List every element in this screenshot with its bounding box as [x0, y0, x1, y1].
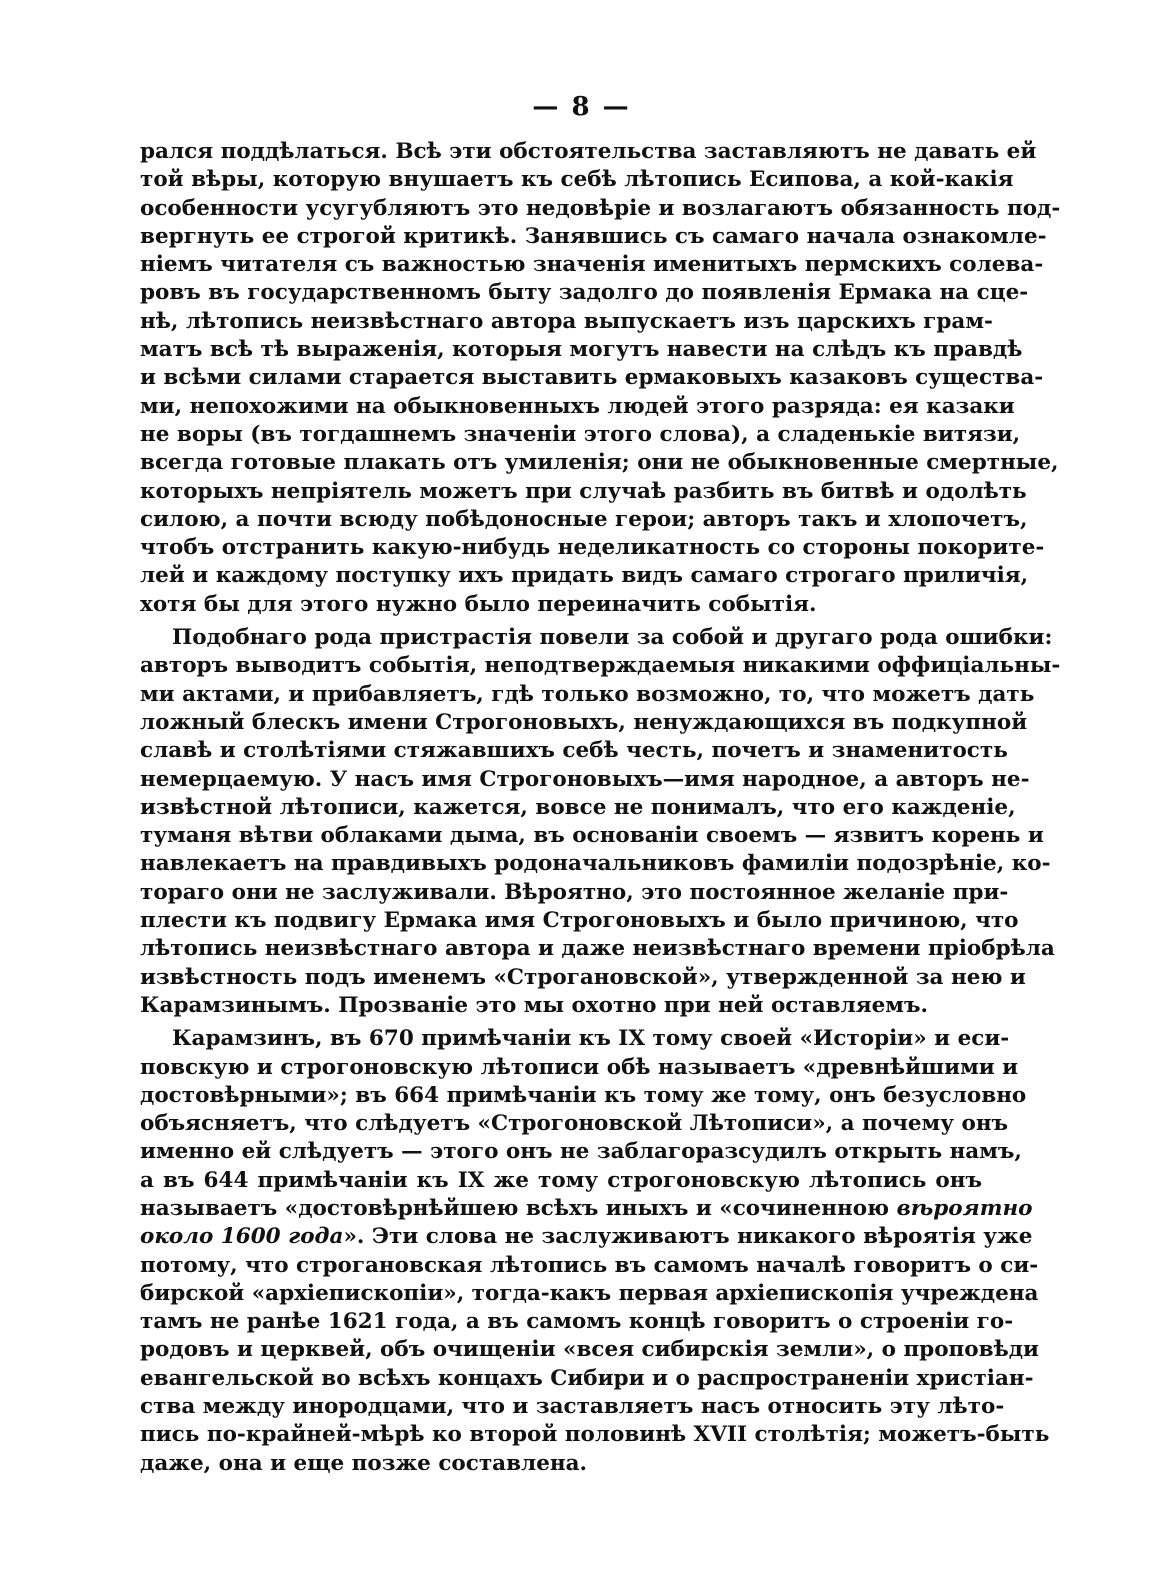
text-line: туманя вѣтви облаками дыма, въ основаніи своемъ — язвитъ корень и [140, 823, 1044, 849]
text-line: бирской «архіепископіи», тогда-какъ первая архіепископія учреждена [140, 1280, 1039, 1306]
text-line: евангельской во всѣхъ концахъ Сибири и о распространеніи христіан- [140, 1365, 1034, 1391]
text-line: тораго они не заслуживали. Вѣроятно, это постоянное желаніе при- [140, 879, 1009, 905]
text-line: славѣ и столѣтіями стяжавшихъ себѣ честь, почетъ и знаменитость [140, 738, 1008, 764]
text-line: ми актами, и прибавляетъ, гдѣ только возможно, то, что можетъ дать [140, 681, 1035, 707]
text-line: той вѣры, которую внушаетъ къ себѣ лѣтопись Есипова, а кой-какія [140, 167, 1014, 193]
text-line: хотя бы для этого нужно было переиначить событія. [140, 591, 817, 617]
text-line: силою, а почти всюду побѣдоносные герои; авторъ такъ и хлопочетъ, [140, 506, 1028, 532]
text-line: именно ей слѣдуетъ — этого онъ не заблагоразсудилъ открыть намъ, [140, 1139, 1022, 1165]
text-line: немерцаемую. У насъ имя Строгоновыхъ—имя народное, а авторъ не- [140, 766, 1030, 792]
paragraph-1 [140, 138, 1061, 619]
text-line: родовъ и церквей, объ очищеніи «всея сибирскія земли», о проповѣди [140, 1337, 1039, 1363]
text-line: авторъ выводитъ событія, неподтверждаемыя никакими оффиціальны- [140, 653, 1061, 679]
paragraph-3 [140, 1025, 1050, 1478]
text-line: объясняетъ, что слѣдуетъ «Строгоновской Лѣтописи», а почему онъ [140, 1111, 1009, 1137]
text-line: даже, она и еще позже составлена. [140, 1450, 588, 1476]
text-line: особенности усугубляютъ это недовѣріе и возлагаютъ обязанность под- [140, 195, 1061, 221]
text-line: и всѣми силами старается выставить ермаковыхъ казаковъ существа- [140, 365, 1044, 391]
text-line: достовѣрными»; въ 664 примѣчаніи къ тому же тому, онъ безусловно [140, 1082, 1027, 1108]
text-line: извѣстной лѣтописи, кажется, вовсе не понималъ, что его кажденіе, [140, 794, 1016, 820]
text-line: ніемъ читателя съ важностью значенія именитыхъ пермскихъ солева- [140, 252, 1044, 278]
text-line: которыхъ непріятель можетъ при случаѣ разбить въ битвѣ и одолѣть [140, 478, 1027, 504]
text-line: чтобъ отстранить какую-нибудь неделикатность со стороны покорите- [140, 535, 1045, 561]
text-line: около 1600 года». Эти слова не заслуживаютъ никакого вѣроятія уже [140, 1224, 1033, 1250]
text-line: ства между инородцами, что и заставляетъ насъ относить эту лѣто- [140, 1394, 1005, 1420]
text-line: плести къ подвигу Ермака имя Строгоновыхъ и было причиною, что [140, 908, 1019, 934]
text-line: ложный блескъ имени Строгоновыхъ, ненуждающихся въ подкупной [140, 709, 1028, 735]
text-line: всегда готовые плакать отъ умиленія; они не обыкновенные смертные, [140, 450, 1059, 476]
text-line: рался поддѣлаться. Всѣ эти обстоятельства заставляютъ не давать ей [140, 139, 1037, 164]
text-line: вергнуть ее строгой критикѣ. Занявшись съ самаго начала ознакомле- [140, 223, 1047, 249]
text-line: не воры (въ тогдашнемъ значеніи этого слова), а сладенькіе витязи, [140, 421, 1021, 447]
text-line: ми, непохожими на обыкновенныхъ людей этого разряда: ея казаки [140, 393, 1015, 419]
text-line: навлекаетъ на правдивыхъ родоначальниковъ фамиліи подозрѣніе, ко- [140, 851, 1051, 877]
text-line: лей и каждому поступку ихъ придать видъ самаго строгаго приличія, [140, 563, 1029, 589]
italic-text: около 1600 года [140, 1224, 344, 1250]
text-line: Подобнаго рода пристрастія повели за собой и другаго рода ошибки: [172, 625, 1053, 651]
text-line: лѣтопись неизвѣстнаго автора и даже неизвѣстнаго времени пріобрѣла [140, 936, 1055, 962]
body-text [140, 138, 1061, 1478]
text-line: потому, что строгановская лѣтопись въ самомъ началѣ говоритъ о си- [140, 1252, 1039, 1278]
text-line: нѣ, лѣтопись неизвѣстнаго автора выпускаетъ изъ царскихъ грам- [140, 308, 993, 334]
text-line: тамъ не ранѣе 1621 года, а въ самомъ концѣ говоритъ о строеніи го- [140, 1309, 1014, 1335]
text-line: извѣстность подъ именемъ «Строгановской», утвержденной за нею и [140, 964, 1026, 990]
page-number: — 8 — [532, 92, 631, 122]
italic-text: вѣроятно [896, 1195, 1033, 1221]
paragraph-2 [140, 624, 1061, 1020]
text-line: Карамзинъ, въ 670 примѣчаніи къ IX тому своей «Исторіи» и еси- [172, 1026, 1010, 1052]
text-line: пись по-крайней-мѣрѣ ко второй половинѣ XVII столѣтія; можетъ-быть [140, 1422, 1050, 1448]
text-line: матъ всѣ тѣ выраженія, которыя могутъ навести на слѣдъ къ правдѣ [140, 337, 1023, 363]
text-line: а въ 644 примѣчаніи къ IX же тому строгоновскую лѣтопись онъ [140, 1167, 982, 1193]
text-line: ровъ въ государственномъ быту задолго до появленія Ермака на сце- [140, 280, 1029, 306]
text-line: называетъ «достовѣрнѣйшею всѣхъ иныхъ и «сочиненною вѣроятно [140, 1195, 1033, 1221]
text-line: повскую и строгоновскую лѣтописи обѣ называетъ «древнѣйшими и [140, 1054, 1019, 1080]
text-line: Карамзинымъ. Прозваніе это мы охотно при ней оставляемъ. [140, 992, 928, 1018]
